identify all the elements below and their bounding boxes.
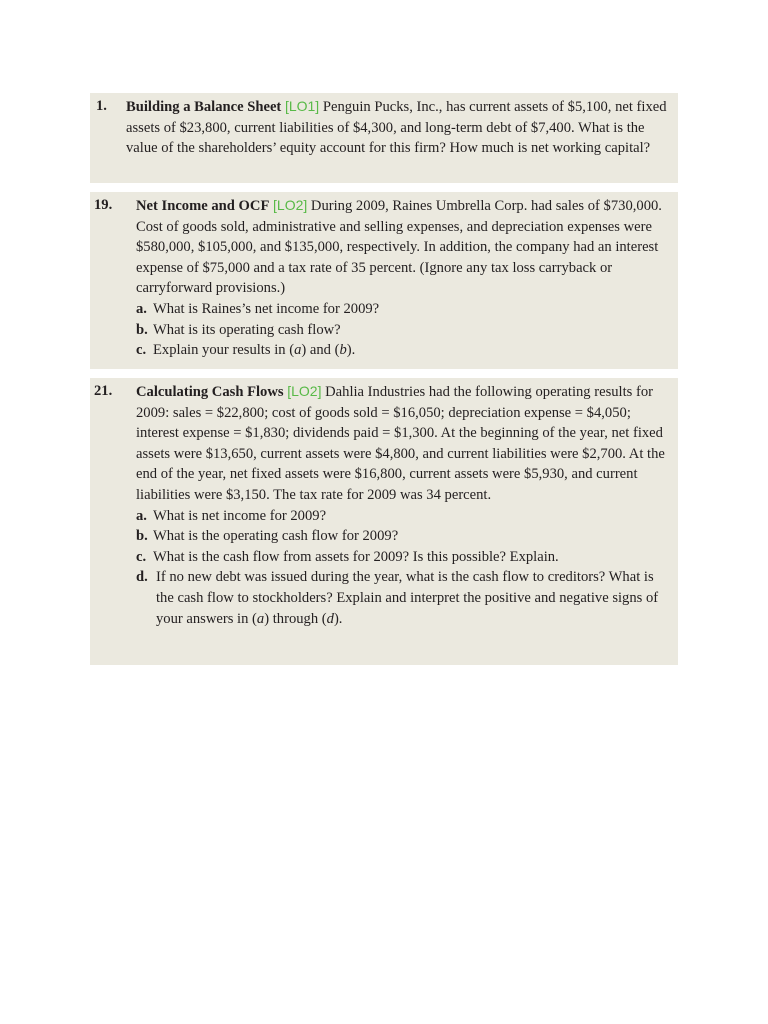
part-reference: a [256,610,265,627]
sub-question-c [136,547,674,568]
part-reference: d [326,610,334,627]
problem-19 [90,192,678,369]
sub-question-text: What is the cash flow from assets for 2009? Is this possible? Explain. [153,548,559,565]
sub-question-letter: b. [136,321,148,338]
sub-question-text-end: ). [346,342,356,359]
problem-body [136,195,674,361]
learning-objective-tag: [LO2] [287,383,322,399]
problem-body [136,381,674,629]
problem-21 [90,378,678,665]
problem-body [126,96,674,159]
sub-question-a [136,506,674,527]
sub-question-text-start: If no new debt was issued during the year, what is the cash flow to creditors? What is the cash flow to stockholders? Explain and interpret the positive and negative signs of your answers in ( [156,569,659,627]
problem-title: Net Income and OCF [136,198,270,214]
sub-question-b [136,526,674,547]
sub-question-text: What is net income for 2009? [153,507,327,524]
sub-question-letter: d. [136,569,148,586]
problem-title: Building a Balance Sheet [126,99,282,115]
sub-question-text: What is the operating cash flow for 2009? [153,528,399,545]
problem-1 [90,93,678,183]
learning-objective-tag: [LO2] [273,197,308,213]
sub-question-text-mid: ) through ( [264,610,327,627]
sub-question-letter: b. [136,528,148,545]
sub-question-letter: a. [136,507,147,524]
problem-number: 1. [96,98,107,114]
sub-question-letter: c. [136,548,147,565]
sub-question-text-end: ). [333,610,343,627]
sub-question-text-mid: ) and ( [301,342,340,359]
sub-question-text-start: Explain your results in ( [153,342,295,359]
sub-question-text: What is Raines’s net income for 2009? [153,300,380,317]
problem-text: During 2009, Raines Umbrella Corp. had sales of $730,000. Cost of goods sold, administrative and selling expenses, and depreciation expenses were $580,000, $105,000, and $135,000, respectively. In addition, the company had an interest expense of $75,000 and a tax rate of 35 percent. (Ignore any tax loss carryback or carryforward provisions.) [136,198,662,297]
problem-title: Calculating Cash Flows [136,384,284,400]
sub-question-d [136,567,674,629]
problem-number: 21. [94,383,113,399]
problem-number: 19. [94,197,113,213]
part-reference: b [339,342,347,359]
sub-question-letter: c. [136,342,147,359]
problem-text: Penguin Pucks, Inc., has current assets of $5,100, net fixed assets of $23,800, current liabilities of $4,300, and long-term debt of $7,400. What is the value of the shareholders’ equity account for this firm? How much is net working capital? [126,99,667,157]
sub-question-text: What is its operating cash flow? [153,321,341,338]
problem-text: Dahlia Industries had the following operating results for 2009: sales = $22,800; cost of goods sold = $16,050; depreciation expense = $4,050; interest expense = $1,830; dividends paid = $1,300. At the beginning of the year, net fixed assets were $13,650, current assets were $4,800, and current liabilities were $2,700. At the end of the year, net fixed assets were $16,800, current assets were $5,930, and current liabilities were $3,150. The tax rate for 2009 was 34 percent. [136,384,665,503]
learning-objective-tag: [LO1] [284,98,320,114]
sub-question-b [136,320,674,341]
part-reference: a [294,342,302,359]
sub-question-letter: a. [136,300,147,317]
sub-question-c [136,340,674,361]
sub-question-a [136,299,674,320]
